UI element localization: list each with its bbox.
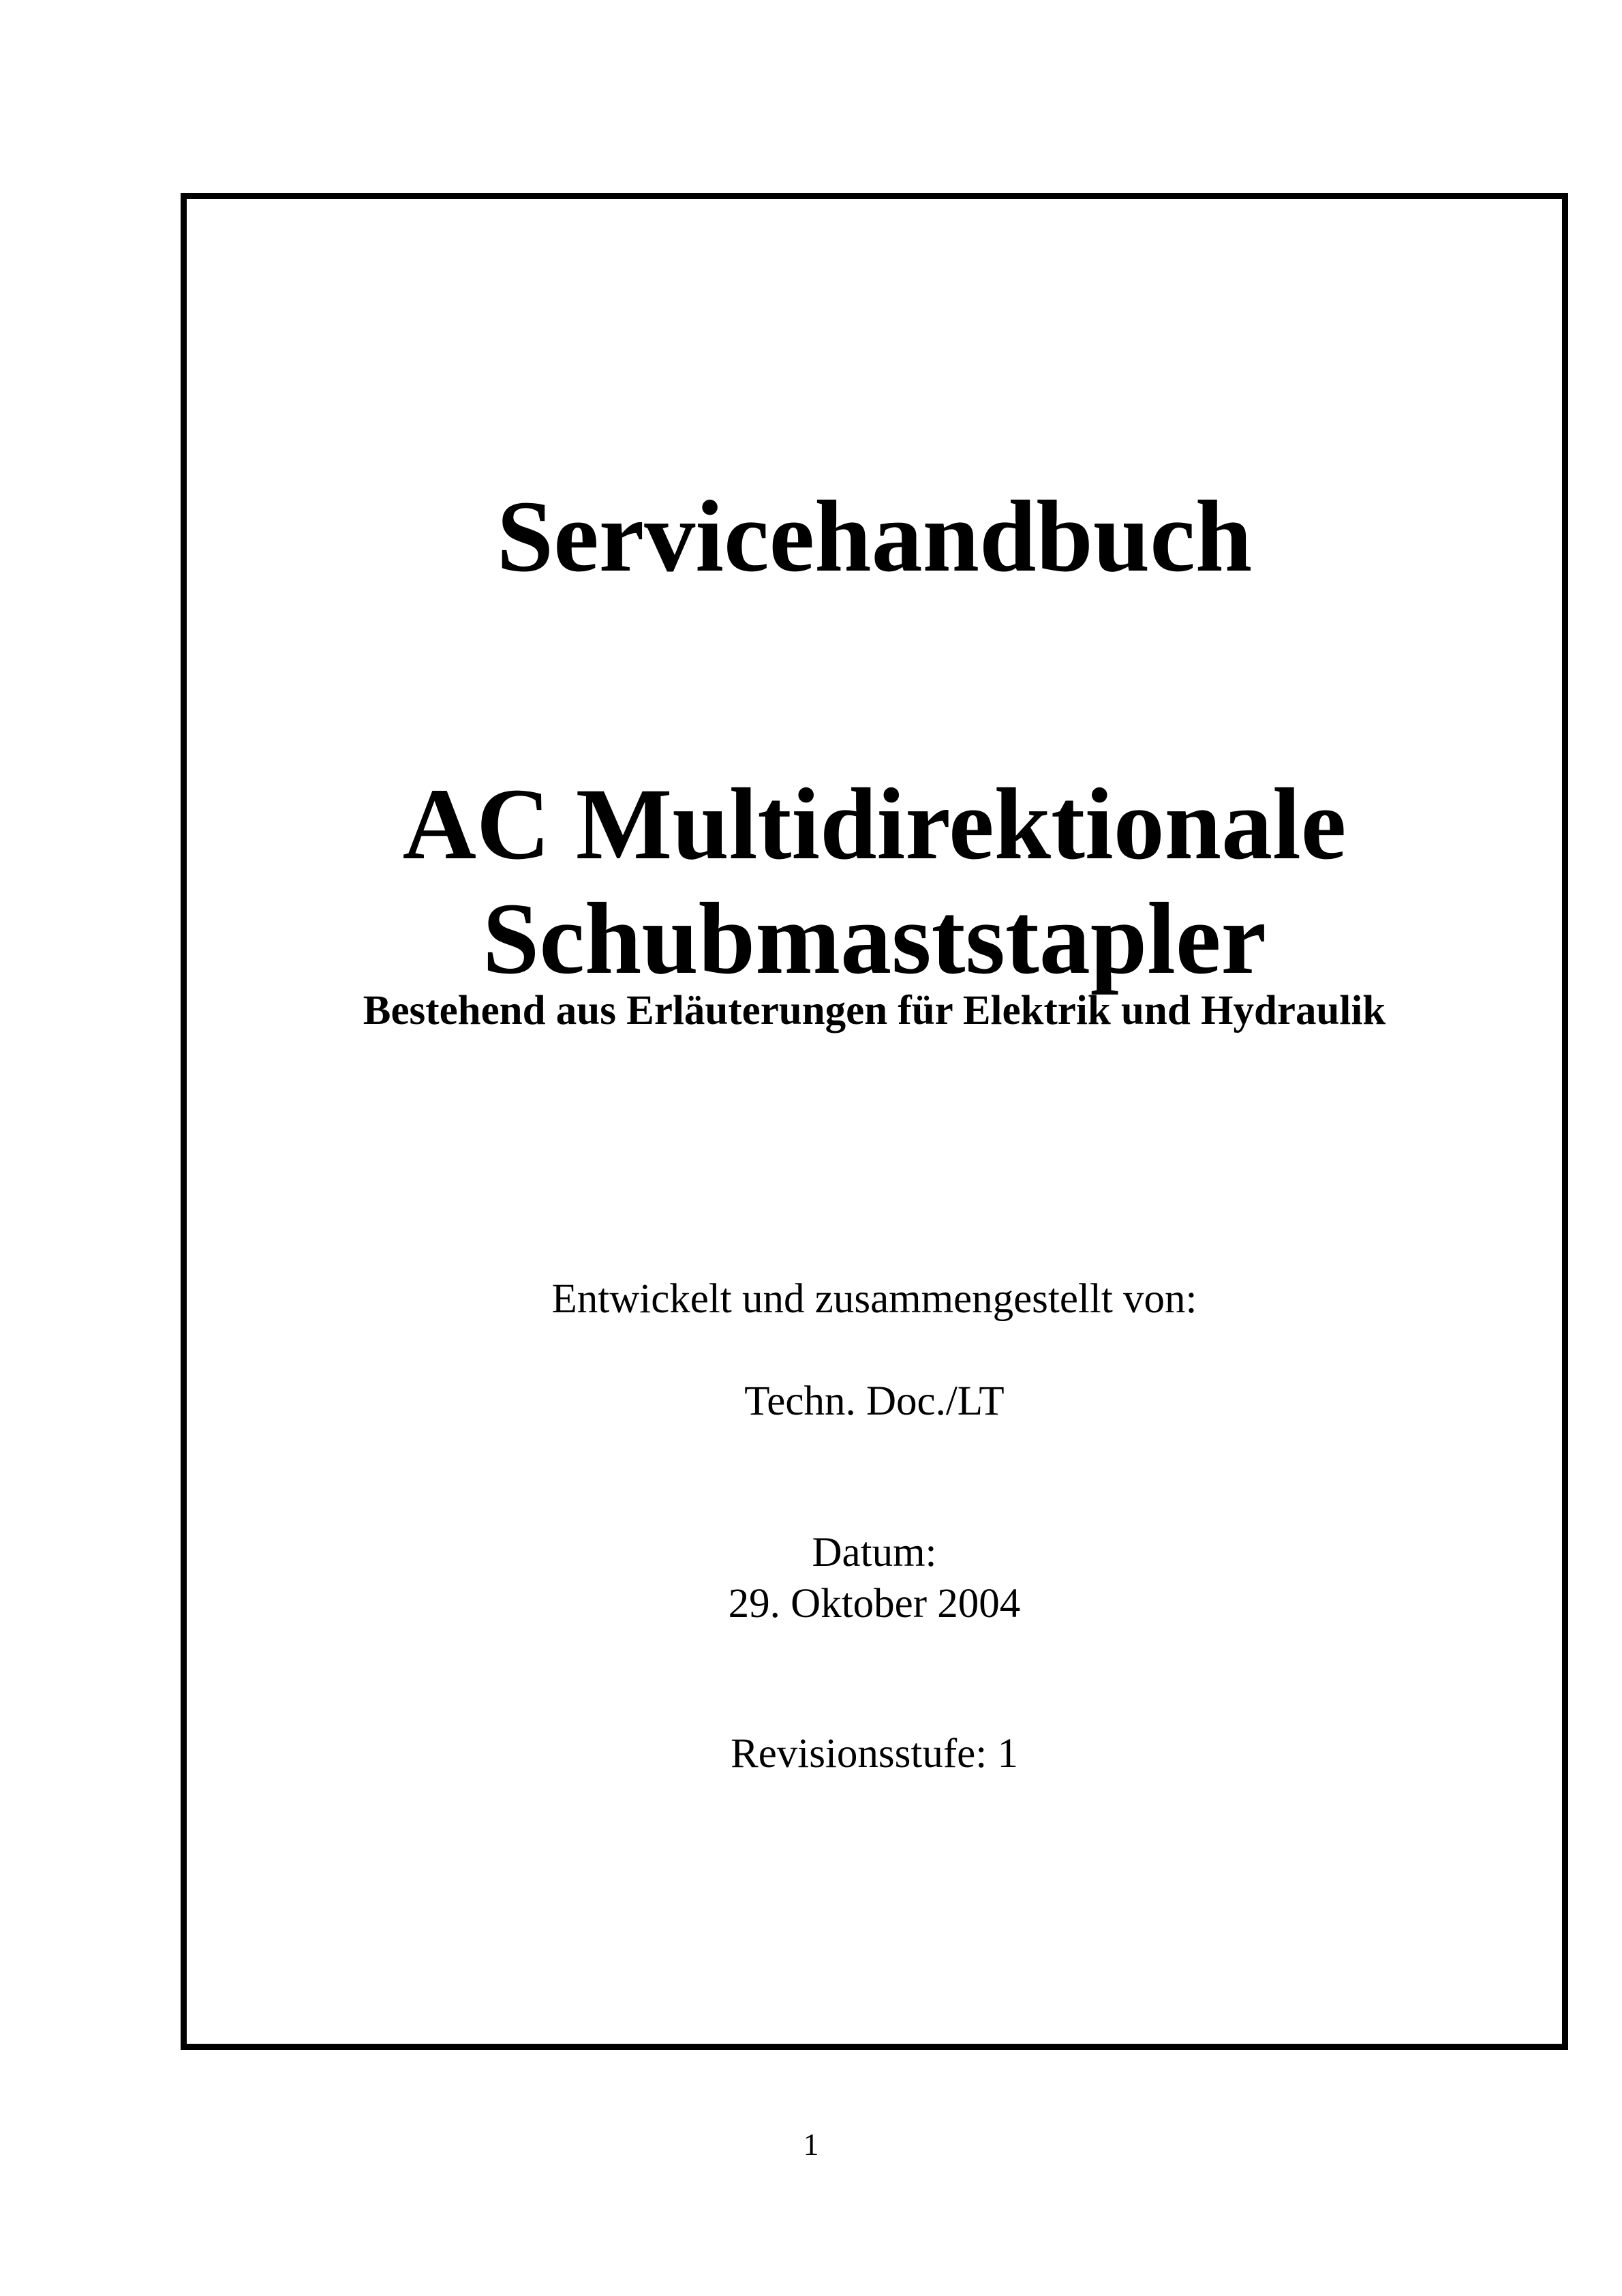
cover-frame bbox=[181, 193, 1568, 2050]
product-title-line-2: Schubmaststapler bbox=[482, 882, 1267, 995]
date-value: 29. Oktober 2004 bbox=[728, 1581, 1021, 1627]
developed-by-label: Entwickelt und zusammengestellt von: bbox=[551, 1276, 1197, 1322]
product-title-line-1: AC Multidirektionale bbox=[402, 768, 1347, 881]
document-title: Servicehandbuch bbox=[496, 480, 1253, 593]
document-subtitle: Bestehend aus Erläuterungen für Elektrik und Hydraulik bbox=[363, 988, 1386, 1033]
developed-by-value: Techn. Doc./LT bbox=[744, 1378, 1005, 1424]
date-label: Datum: bbox=[812, 1530, 937, 1575]
page-number: 1 bbox=[803, 2127, 819, 2162]
revision-level: Revisionsstufe: 1 bbox=[731, 1731, 1018, 1777]
